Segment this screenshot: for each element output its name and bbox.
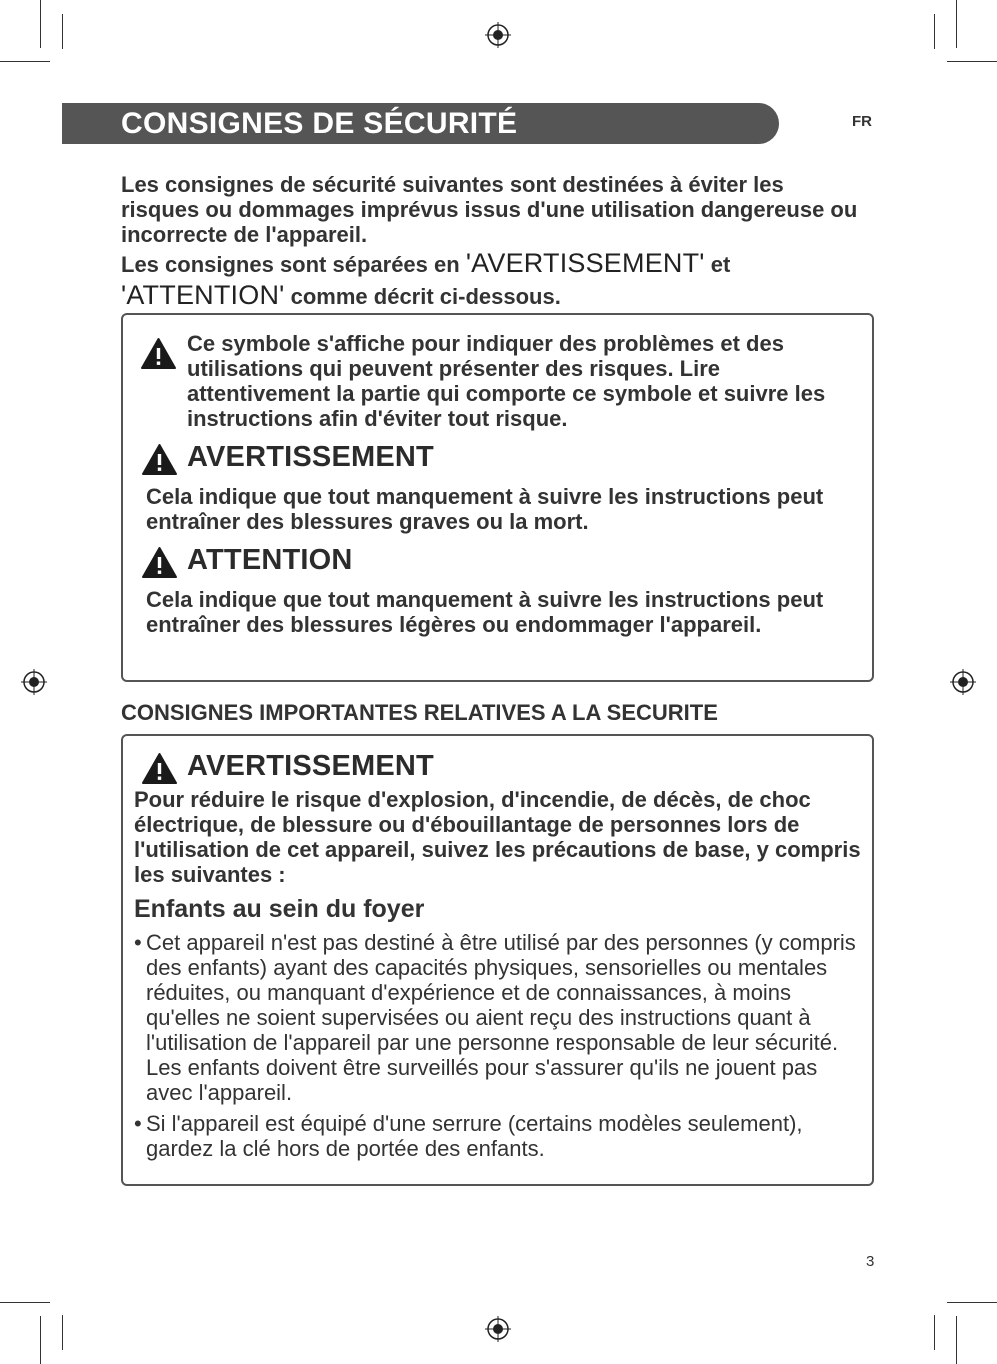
list-item bbox=[134, 1111, 864, 1161]
symbol-description: Ce symbole s'affiche pour indiquer des problèmes et des utilisations qui peuvent présenter des risques. Lire attentivement la partie qui comporte ce symbole et suivre les instructions afin d'éviter tout risque. bbox=[187, 331, 826, 431]
intro-text-mid: et bbox=[704, 252, 731, 277]
warning-triangle-icon bbox=[140, 337, 177, 370]
caution-description: Cela indique que tout manquement à suivre les instructions peut entraîner des blessures légères ou endommager l'appareil. bbox=[146, 587, 824, 637]
registration-mark-icon bbox=[21, 669, 47, 695]
list-item-text: Si l'appareil est équipé d'une serrure (certains modèles seulement), gardez la clé hors de portée des enfants. bbox=[146, 1111, 803, 1161]
bullet-dot: • bbox=[134, 1111, 142, 1136]
intro-paragraph: Les consignes de sécurité suivantes sont destinées à éviter les risques ou dommages imprévus issus d'une utilisation dangereuse ou incorrecte de l'appareil. bbox=[121, 172, 858, 247]
intro-text-post: comme décrit ci-dessous. bbox=[284, 284, 561, 309]
warning-description: Cela indique que tout manquement à suivre les instructions peut entraîner des blessures graves ou la mort. bbox=[146, 484, 824, 534]
caution-heading: ATTENTION bbox=[187, 544, 353, 576]
page-title: CONSIGNES DE SÉCURITÉ bbox=[121, 107, 518, 140]
warning-triangle-icon bbox=[141, 752, 178, 785]
intro-warning-term: 'AVERTISSEMENT' bbox=[465, 248, 705, 278]
important-warning-text: Pour réduire le risque d'explosion, d'incendie, de décès, de choc électrique, de blessure ou d'ébouillantage de personnes lors de l'utilisation de cet appareil, suivez les précautions de base, y compris les suivantes : bbox=[134, 787, 861, 887]
list-item bbox=[134, 930, 864, 1105]
intro-text-pre: Les consignes sont séparées en bbox=[121, 252, 466, 277]
warning-heading: AVERTISSEMENT bbox=[187, 441, 434, 473]
children-subheading: Enfants au sein du foyer bbox=[134, 895, 425, 923]
warning-triangle-icon bbox=[141, 546, 178, 579]
important-warning-heading: AVERTISSEMENT bbox=[187, 750, 434, 782]
section-title: CONSIGNES IMPORTANTES RELATIVES A LA SECURITE bbox=[121, 700, 718, 725]
language-label: FR bbox=[852, 113, 872, 130]
intro-text bbox=[121, 172, 861, 312]
list-item-text: Cet appareil n'est pas destiné à être utilisé par des personnes (y compris des enfants) ayant des capacités physiques, sensorielles ou mentales réduites, ou manquant d'expérience et de connaissances, à moins qu'elles ne soient supervisées ou aient reçu des instructions quant à l'utilisation de l'appareil par une personne responsable de leur sécurité. Les enfants doivent être surveillés pour s'assurer qu'ils ne jouent pas avec l'appareil. bbox=[146, 930, 856, 1105]
warning-triangle-icon bbox=[141, 443, 178, 476]
bullet-dot: • bbox=[134, 930, 142, 955]
safety-bullet-list bbox=[134, 930, 864, 1167]
intro-caution-term: 'ATTENTION' bbox=[121, 280, 285, 310]
registration-mark-icon bbox=[485, 22, 511, 48]
registration-mark-icon bbox=[950, 669, 976, 695]
intro-levels-paragraph bbox=[121, 248, 861, 312]
page-number: 3 bbox=[866, 1253, 875, 1270]
registration-mark-icon bbox=[485, 1316, 511, 1342]
